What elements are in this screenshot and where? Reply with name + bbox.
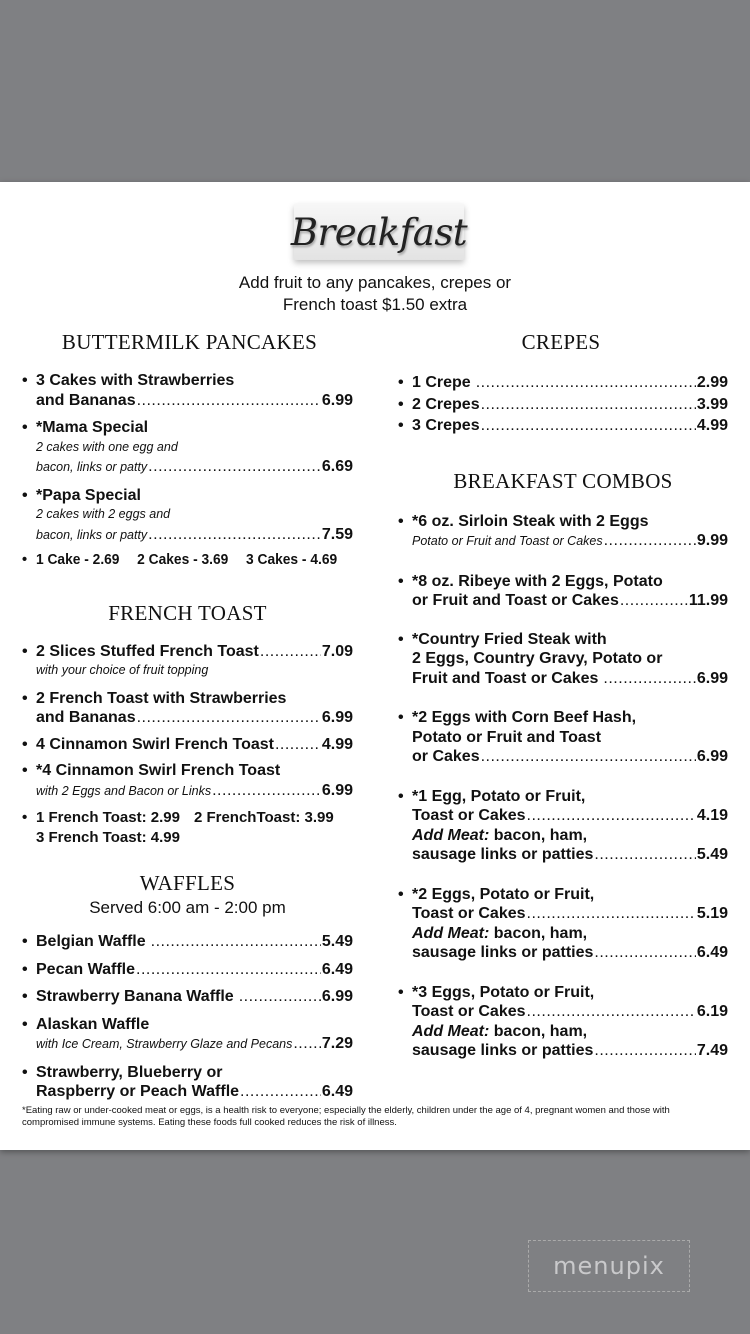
pancake-options: • 1 Cake - 2.69 2 Cakes - 3.69 3 Cakes - 4.69 bbox=[22, 551, 353, 571]
menu-page bbox=[0, 182, 750, 1150]
section-title-french-toast: FRENCH TOAST bbox=[108, 600, 267, 625]
menu-item: • 2 French Toast with Strawberries and Bananas ..... 6.99 bbox=[22, 689, 353, 728]
breakfast-title-plaque bbox=[290, 204, 468, 260]
menu-item: • 2 Crepes ..... 3.99 bbox=[398, 395, 728, 415]
menu-item: • *2 Eggs with Corn Beef Hash, Potato or Fruit and Toast or Cakes ..... 6.99 bbox=[398, 708, 728, 767]
intro-text: Add fruit to any pancakes, crepes or French toast $1.50 extra bbox=[238, 273, 512, 314]
menu-item: • Pecan Waffle ..... 6.49 bbox=[22, 960, 353, 980]
page-title: Breakfast bbox=[290, 210, 468, 254]
section-title-pancakes: BUTTERMILK PANCAKES bbox=[61, 330, 318, 354]
menu-item: • *3 Eggs, Potato or Fruit, Toast or Cakes ..... 6.19 Add Meat: bacon, ham, sausage links or patties ..... 7.49 bbox=[398, 983, 728, 1061]
menu-item: • *Papa Special 2 cakes with 2 eggs and bacon, links or patty ..... 7.59 bbox=[22, 486, 353, 546]
menu-item: • Strawberry Banana Waffle ..... 6.99 bbox=[22, 987, 353, 1007]
menu-item: • Alaskan Waffle with Ice Cream, Strawberry Glaze and Pecans ..... 7.29 bbox=[22, 1015, 353, 1055]
menu-item: • 2 Slices Stuffed French Toast ..... 7.09 with your choice of fruit topping bbox=[22, 642, 353, 681]
menu-item: • *4 Cinnamon Swirl French Toast with 2 Eggs and Bacon or Links ..... 6.99 bbox=[22, 761, 353, 801]
health-disclaimer: *Eating raw or under-cooked meat or eggs, is a health risk to everyone; especially the elderly, children under the age of 4, pregnant women and those with compromised immune systems. Eating these foods full cooked reduces the risk of illness. bbox=[22, 1105, 670, 1128]
french-toast-options: • 1 French Toast: 2.99 2 FrenchToast: 3.99 3 French Toast: 4.99 bbox=[22, 808, 353, 847]
menu-item: • 3 Cakes with Strawberries and Bananas ..... 6.99 bbox=[22, 371, 353, 410]
section-title-combos: BREAKFAST COMBOS bbox=[453, 468, 673, 493]
section-title-crepes: CREPES bbox=[521, 330, 601, 354]
menu-item: • Belgian Waffle ..... 5.49 bbox=[22, 932, 353, 952]
menu-item: • *Mama Special 2 cakes with one egg and bacon, links or patty ..... 6.69 bbox=[22, 418, 353, 478]
waffles-hours: Served 6:00 am - 2:00 pm bbox=[89, 898, 286, 917]
menu-item: • *Country Fried Steak with 2 Eggs, Country Gravy, Potato or Fruit and Toast or Cakes ..... 6.99 bbox=[398, 630, 728, 689]
menu-item: • *6 oz. Sirloin Steak with 2 Eggs Potato or Fruit and Toast or Cakes ..... 9.99 bbox=[398, 512, 728, 552]
menu-item: • Strawberry, Blueberry or Raspberry or Peach Waffle ..... 6.49 bbox=[22, 1063, 353, 1102]
section-title-waffles: WAFFLES bbox=[139, 871, 236, 895]
menu-item: • 1 Crepe ..... 2.99 bbox=[398, 373, 728, 393]
menu-item: • *8 oz. Ribeye with 2 Eggs, Potato or Fruit and Toast or Cakes ..... 11.99 bbox=[398, 572, 728, 611]
menu-item: • 4 Cinnamon Swirl French Toast ..... 4.99 bbox=[22, 735, 353, 755]
menu-item: • *2 Eggs, Potato or Fruit, Toast or Cakes ..... 5.19 Add Meat: bacon, ham, sausage links or patties ..... 6.49 bbox=[398, 885, 728, 963]
right-column bbox=[398, 330, 728, 1061]
menu-item: • *1 Egg, Potato or Fruit, Toast or Cakes ..... 4.19 Add Meat: bacon, ham, sausage links or patties ..... 5.49 bbox=[398, 787, 728, 865]
menupix-watermark: menupix bbox=[528, 1240, 690, 1292]
menu-item: • 3 Crepes ..... 4.99 bbox=[398, 416, 728, 436]
left-column bbox=[22, 330, 353, 1102]
